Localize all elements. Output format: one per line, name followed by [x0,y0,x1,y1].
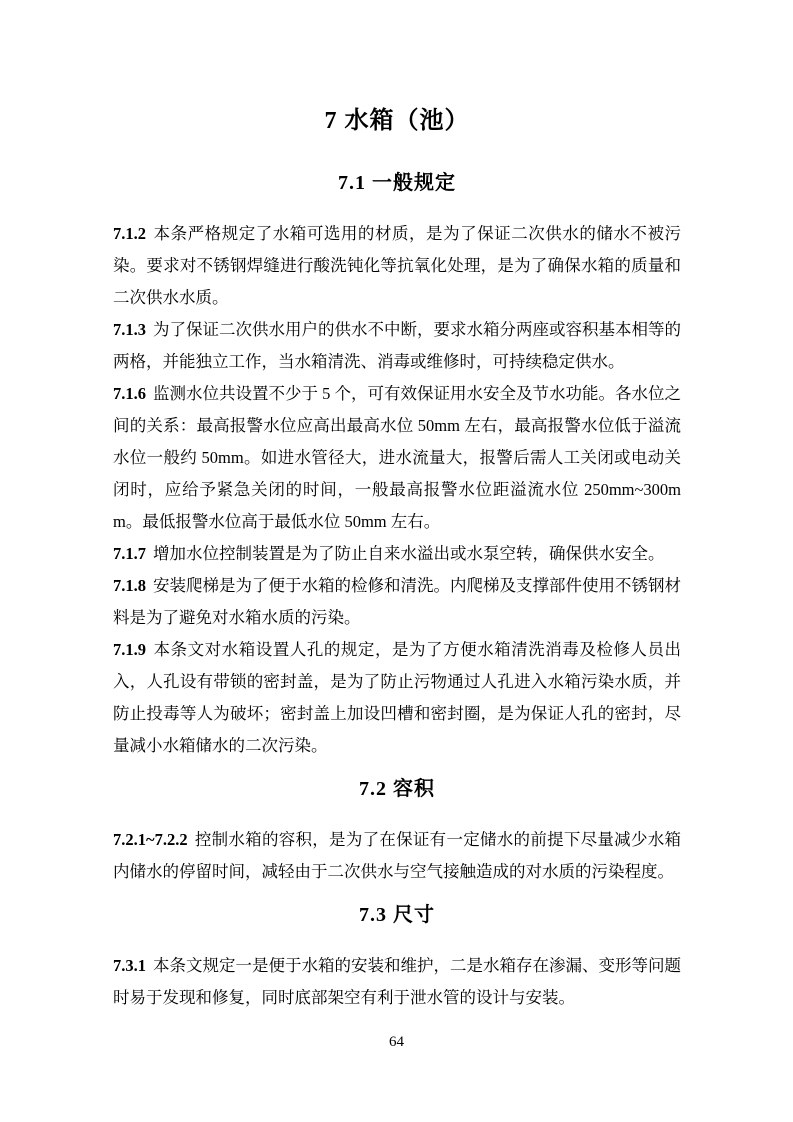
page-number: 64 [389,1034,404,1050]
section-7-3 [113,900,681,1014]
paragraph-7-1-9 [113,634,681,762]
clause-number: 7.1.3 [113,320,146,339]
clause-text: 监测水位共设置不少于 5 个，可有效保证用水安全及节水功能。各水位之间的关系：最高报警水位应高出最高水位 50mm 左右，最高报警水位低于溢流水位一般约 50mm。如进水管径大，进水流量大，报警后需人工关闭或电动关闭时，应给予紧急关闭的时间，一般最高报警水位距溢流水位 250mm~300mm。最低报警水位高于最低水位 50mm 左右。 [113,384,681,531]
paragraph-7-1-2 [113,218,681,314]
clause-number: 7.1.6 [113,384,146,403]
paragraph-7-1-3 [113,314,681,378]
clause-number: 7.2.1~7.2.2 [113,830,188,849]
paragraph-7-2-1-7-2-2 [113,824,681,888]
clause-number: 7.1.2 [113,224,146,243]
clause-number: 7.3.1 [113,956,146,975]
clause-text: 本条文规定一是便于水箱的安装和维护，二是水箱存在渗漏、变形等问题时易于发现和修复，同时底部架空有利于泄水管的设计与安装。 [113,956,681,1007]
clause-text: 增加水位控制装置是为了防止自来水溢出或水泵空转，确保供水安全。 [153,544,665,563]
paragraph-7-1-7 [113,538,681,570]
section-7-1 [113,168,681,762]
clause-text: 安装爬梯是为了便于水箱的检修和清洗。内爬梯及支撑部件使用不锈钢材料是为了避免对水箱水质的污染。 [113,576,681,627]
section-heading-7-2: 7.2 容积 [359,778,435,800]
chapter-title: 7 水箱（池） [324,108,470,134]
section-heading-7-3: 7.3 尺寸 [359,904,435,926]
clause-text: 本条严格规定了水箱可选用的材质，是为了保证二次供水的储水不被污染。要求对不锈钢焊缝进行酸洗钝化等抗氧化处理，是为了确保水箱的质量和二次供水水质。 [113,224,681,307]
clause-number: 7.1.8 [113,576,146,595]
paragraph-7-1-6 [113,378,681,538]
paragraph-7-1-8 [113,570,681,634]
clause-text: 为了保证二次供水用户的供水不中断，要求水箱分两座或容积基本相等的两格，并能独立工作，当水箱清洗、消毒或维修时，可持续稳定供水。 [113,320,681,371]
clause-number: 7.1.7 [113,544,146,563]
clause-text: 控制水箱的容积，是为了在保证有一定储水的前提下尽量减少水箱内储水的停留时间，减轻由于二次供水与空气接触造成的对水质的污染程度。 [113,830,681,881]
section-7-2 [113,774,681,888]
clause-number: 7.1.9 [113,640,146,659]
clause-text: 本条文对水箱设置人孔的规定，是为了方便水箱清洗消毒及检修人员出入，人孔设有带锁的密封盖，是为了防止污物通过人孔进入水箱污染水质，并防止投毒等人为破坏；密封盖上加设凹槽和密封圈，是为保证人孔的密封，尽量减小水箱储水的二次污染。 [113,640,681,755]
section-heading-7-1: 7.1 一般规定 [338,172,456,194]
paragraph-7-3-1 [113,950,681,1014]
